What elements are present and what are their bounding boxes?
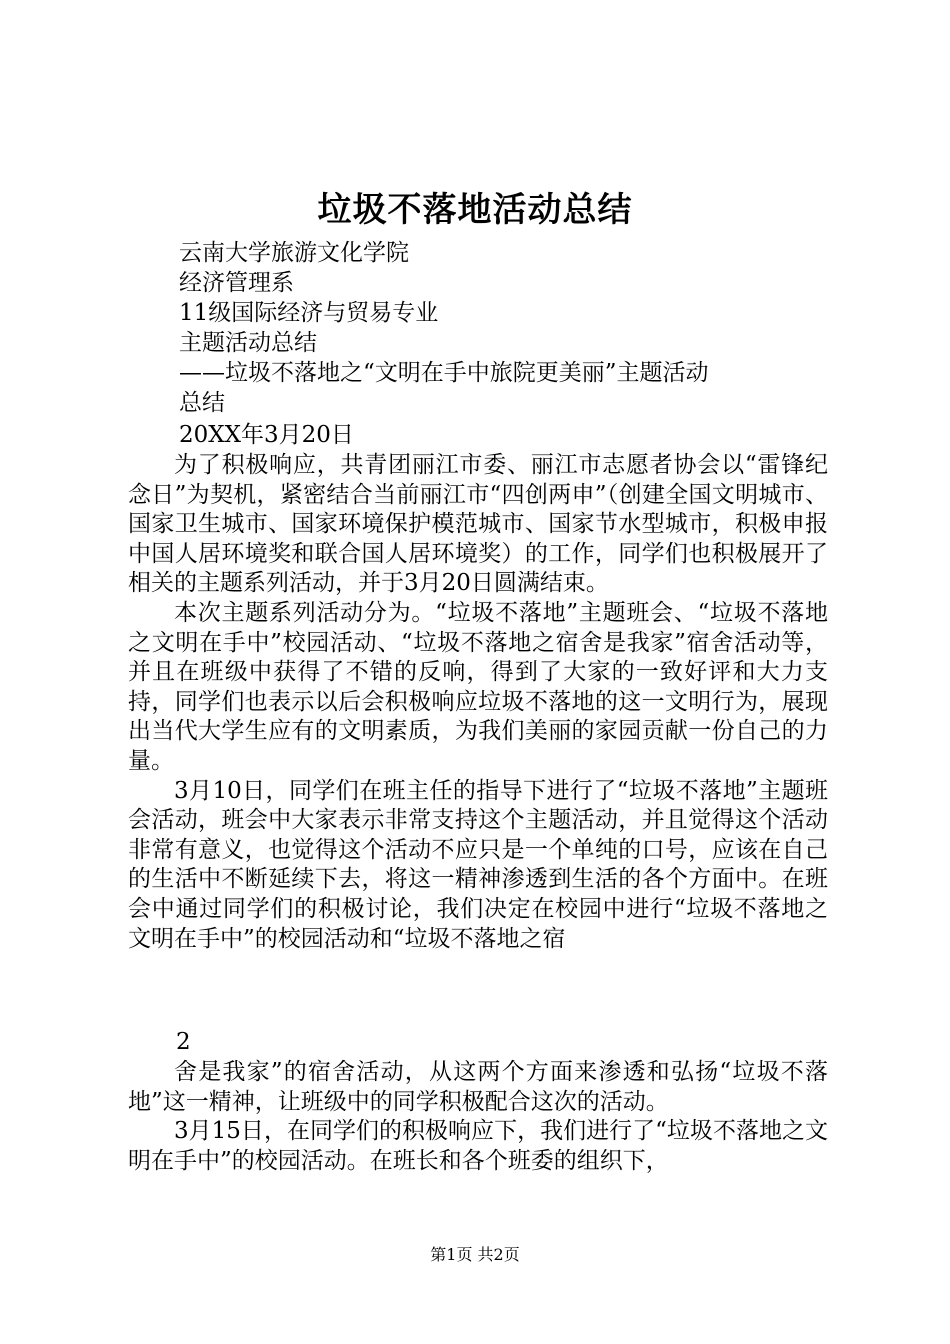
header-line-date: 20XX年3月20日 [179, 422, 354, 448]
page-footer: 第1页 共2页 [430, 1245, 520, 1264]
document-title: 垃圾不落地活动总结 [317, 190, 633, 230]
header-line-department: 经济管理系 [179, 270, 294, 296]
body-block-1 [128, 451, 828, 954]
paragraph: 本次主题系列活动分为。“垃圾不落地”主题班会、“垃圾不落地之文明在手中”校园活动、“垃圾不落地之宿舍是我家”宿舍活动等，并且在班级中获得了不错的反响，得到了大家的一致好评和大力支持，同学们也表示以后会积极响应垃圾不落地的这一文明行为，展现出当代大学生应有的文明素质，为我们美丽的家园贡献一份自己的力量。 [128, 599, 828, 774]
header-line-summary: 主题活动总结 [179, 330, 317, 356]
paragraph: 3月15日，在同学们的积极响应下，我们进行了“垃圾不落地之文明在手中”的校园活动。在班长和各个班委的组织下， [128, 1118, 828, 1174]
header-line-subtitle: ——垃圾不落地之“文明在手中旅院更美丽”主题活动 [179, 360, 709, 386]
paragraph: 3月10日，同学们在班主任的指导下进行了“垃圾不落地”主题班会活动，班会中大家表示非常支持这个主题活动，并且觉得这个活动非常有意义，也觉得这个活动不应只是一个单纯的口号，应该在自己的生活中不断延续下去，将这一精神渗透到生活的各个方面中。在班会中通过同学们的积极讨论，我们决定在校园中进行“垃圾不落地之文明在手中”的校园活动和“垃圾不落地之宿 [128, 777, 828, 952]
inline-page-number: 2 [176, 1029, 191, 1055]
header-line-major: 11级国际经济与贸易专业 [179, 300, 439, 326]
header-line-school: 云南大学旅游文化学院 [179, 240, 409, 266]
body-block-2 [128, 1058, 828, 1176]
paragraph: 舍是我家”的宿舍活动，从这两个方面来渗透和弘扬“垃圾不落地”这一精神，让班级中的同学积极配合这次的活动。 [128, 1059, 828, 1115]
paragraph: 为了积极响应，共青团丽江市委、丽江市志愿者协会以“雷锋纪念日”为契机，紧密结合当前丽江市“四创两申”（创建全国文明城市、国家卫生城市、国家环境保护模范城市、国家节水型城市，积极申报中国人居环境奖和联合国人居环境奖）的工作，同学们也积极展开了相关的主题系列活动，并于3月20日圆满结束。 [128, 452, 828, 597]
header-line-subtitle-cont: 总结 [179, 390, 225, 416]
